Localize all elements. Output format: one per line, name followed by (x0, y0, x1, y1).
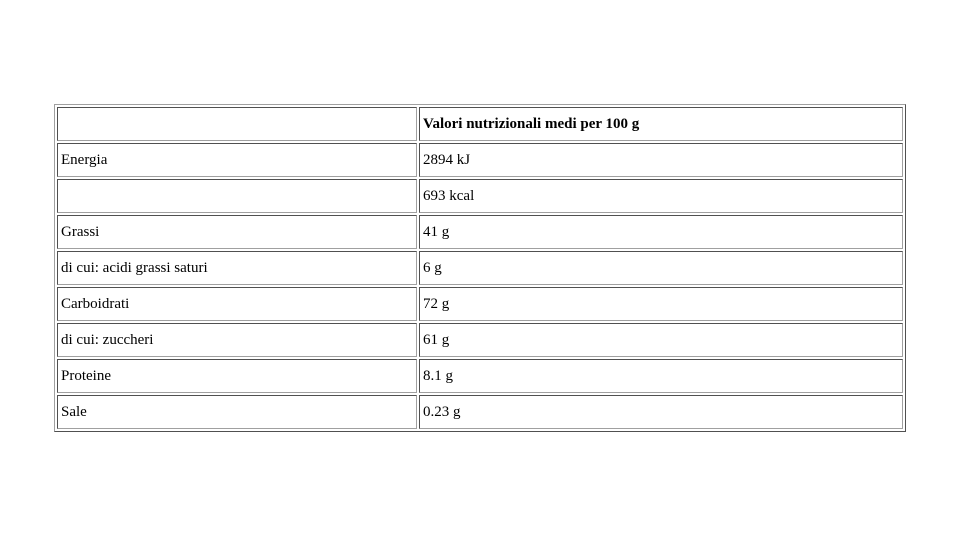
nutrient-value: 41 g (419, 215, 903, 249)
header-value-cell: Valori nutrizionali medi per 100 g (419, 107, 903, 141)
nutrient-label: di cui: acidi grassi saturi (57, 251, 417, 285)
table-row (57, 287, 903, 321)
nutrient-value: 61 g (419, 323, 903, 357)
nutrient-value: 6 g (419, 251, 903, 285)
nutrient-label: Sale (57, 395, 417, 429)
nutrition-table (54, 104, 906, 432)
table-row (57, 395, 903, 429)
table-row (57, 215, 903, 249)
table-header-row (57, 107, 903, 141)
nutrient-value: 693 kcal (419, 179, 903, 213)
nutrient-label: Proteine (57, 359, 417, 393)
table-row (57, 359, 903, 393)
nutrient-label (57, 179, 417, 213)
table-row (57, 143, 903, 177)
nutrient-value: 2894 kJ (419, 143, 903, 177)
nutrition-table-container (54, 104, 906, 432)
nutrient-value: 0.23 g (419, 395, 903, 429)
nutrient-label: Energia (57, 143, 417, 177)
table-row (57, 323, 903, 357)
table-row (57, 179, 903, 213)
nutrient-value: 8.1 g (419, 359, 903, 393)
nutrient-label: Carboidrati (57, 287, 417, 321)
table-row (57, 251, 903, 285)
nutrient-label: di cui: zuccheri (57, 323, 417, 357)
nutrient-label: Grassi (57, 215, 417, 249)
nutrient-value: 72 g (419, 287, 903, 321)
header-label-cell (57, 107, 417, 141)
